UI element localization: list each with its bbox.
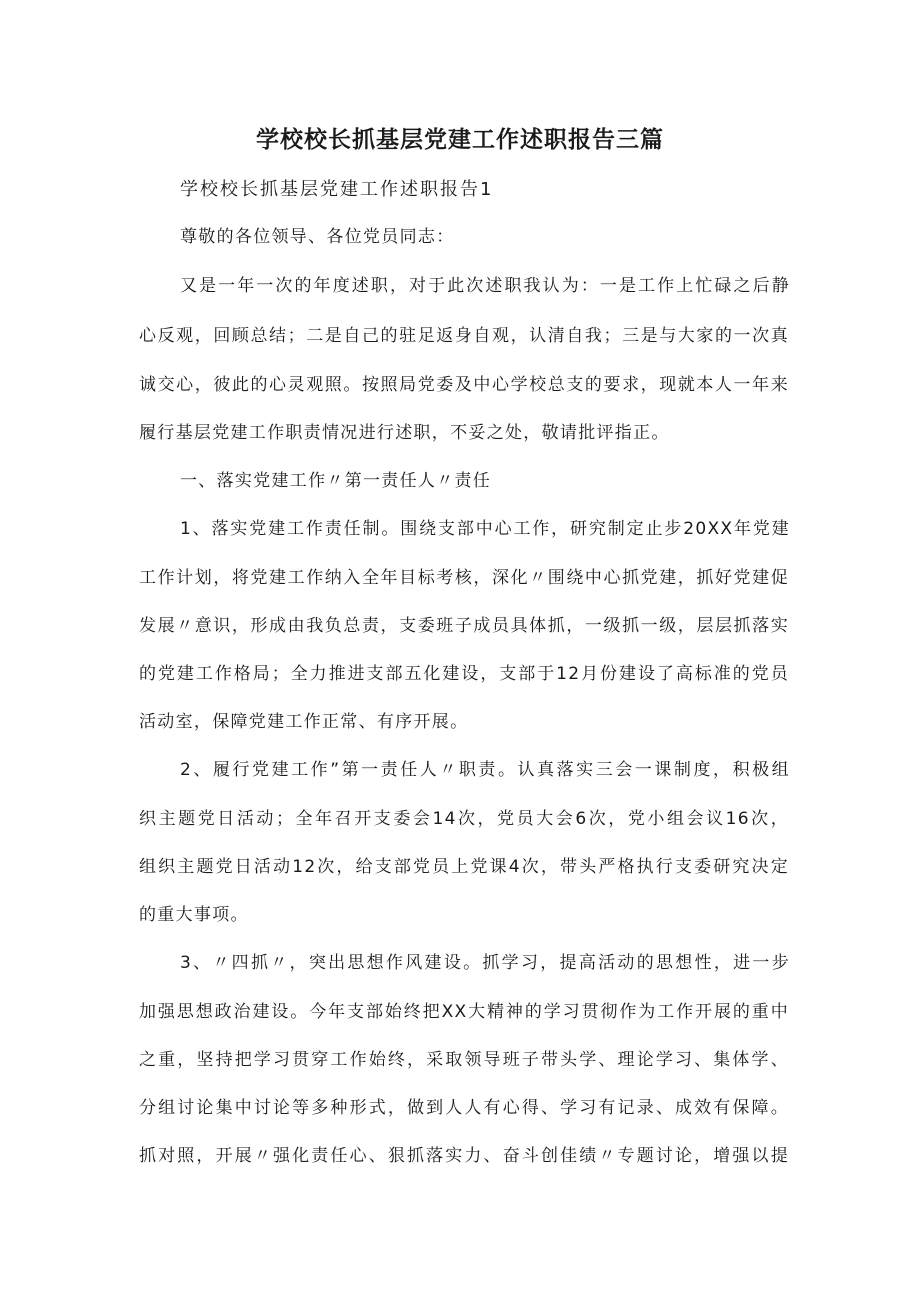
paragraph-line: 1、落实党建工作责任制。围绕支部中心工作，研究制定止步20XX年党建 (180, 519, 790, 539)
paragraph-line: 的重大事项。 (139, 905, 249, 925)
paragraph-line: 诚交心，彼此的心灵观照。按照局党委及中心学校总支的要求，现就本人一年来 (139, 375, 789, 395)
salutation-line: 尊敬的各位领导、各位党员同志： (180, 227, 455, 247)
paragraph-line: 工作计划，将党建工作纳入全年目标考核，深化〃围绕中心抓党建，抓好党建促 (139, 568, 789, 588)
paragraph-line: 3、〃四抓〃，突出思想作风建设。抓学习，提高活动的思想性，进一步 (180, 953, 790, 973)
paragraph-line: 织主题党日活动；全年召开支委会14次，党员大会6次，党小组会议16次， (139, 809, 789, 829)
paragraph-line: 心反观，回顾总结；二是自己的驻足返身自观，认清自我；三是与大家的一次真 (139, 326, 789, 346)
paragraph-line: 发展〃意识，形成由我负总责，支委班子成员具体抓，一级抓一级，层层抓落实 (139, 616, 789, 636)
document-subtitle: 学校校长抓基层党建工作述职报告1 (180, 179, 494, 200)
paragraph-line: 加强思想政治建设。今年支部始终把XX大精神的学习贯彻作为工作开展的重中 (139, 1002, 789, 1022)
paragraph-line: 分组讨论集中讨论等多种形式，做到人人有心得、学习有记录、成效有保障。 (139, 1098, 789, 1118)
paragraph-line: 组织主题党日活动12次，给支部党员上党课4次，带头严格执行支委研究决定 (139, 857, 789, 877)
document-title: 学校校长抓基层党建工作述职报告三篇 (256, 127, 664, 153)
paragraph-line: 2、履行党建工作”第一责任人〃职责。认真落实三会一课制度，积极组 (180, 760, 790, 780)
section-heading: 一、落实党建工作〃第一责任人〃责任 (180, 471, 492, 491)
paragraph-line: 又是一年一次的年度述职，对于此次述职我认为：一是工作上忙碌之后静 (180, 276, 790, 296)
paragraph-line: 抓对照，开展〃强化责任心、狠抓落实力、奋斗创佳绩〃专题讨论，增强以提 (139, 1146, 789, 1166)
paragraph-line: 之重，坚持把学习贯穿工作始终，采取领导班子带头学、理论学习、集体学、 (139, 1050, 789, 1070)
paragraph-line: 活动室，保障党建工作正常、有序开展。 (139, 712, 469, 732)
paragraph-line: 的党建工作格局；全力推进支部五化建设，支部于12月份建设了高标准的党员 (139, 664, 789, 684)
paragraph-line: 履行基层党建工作职责情况进行述职，不妥之处，敬请批评指正。 (139, 423, 670, 443)
